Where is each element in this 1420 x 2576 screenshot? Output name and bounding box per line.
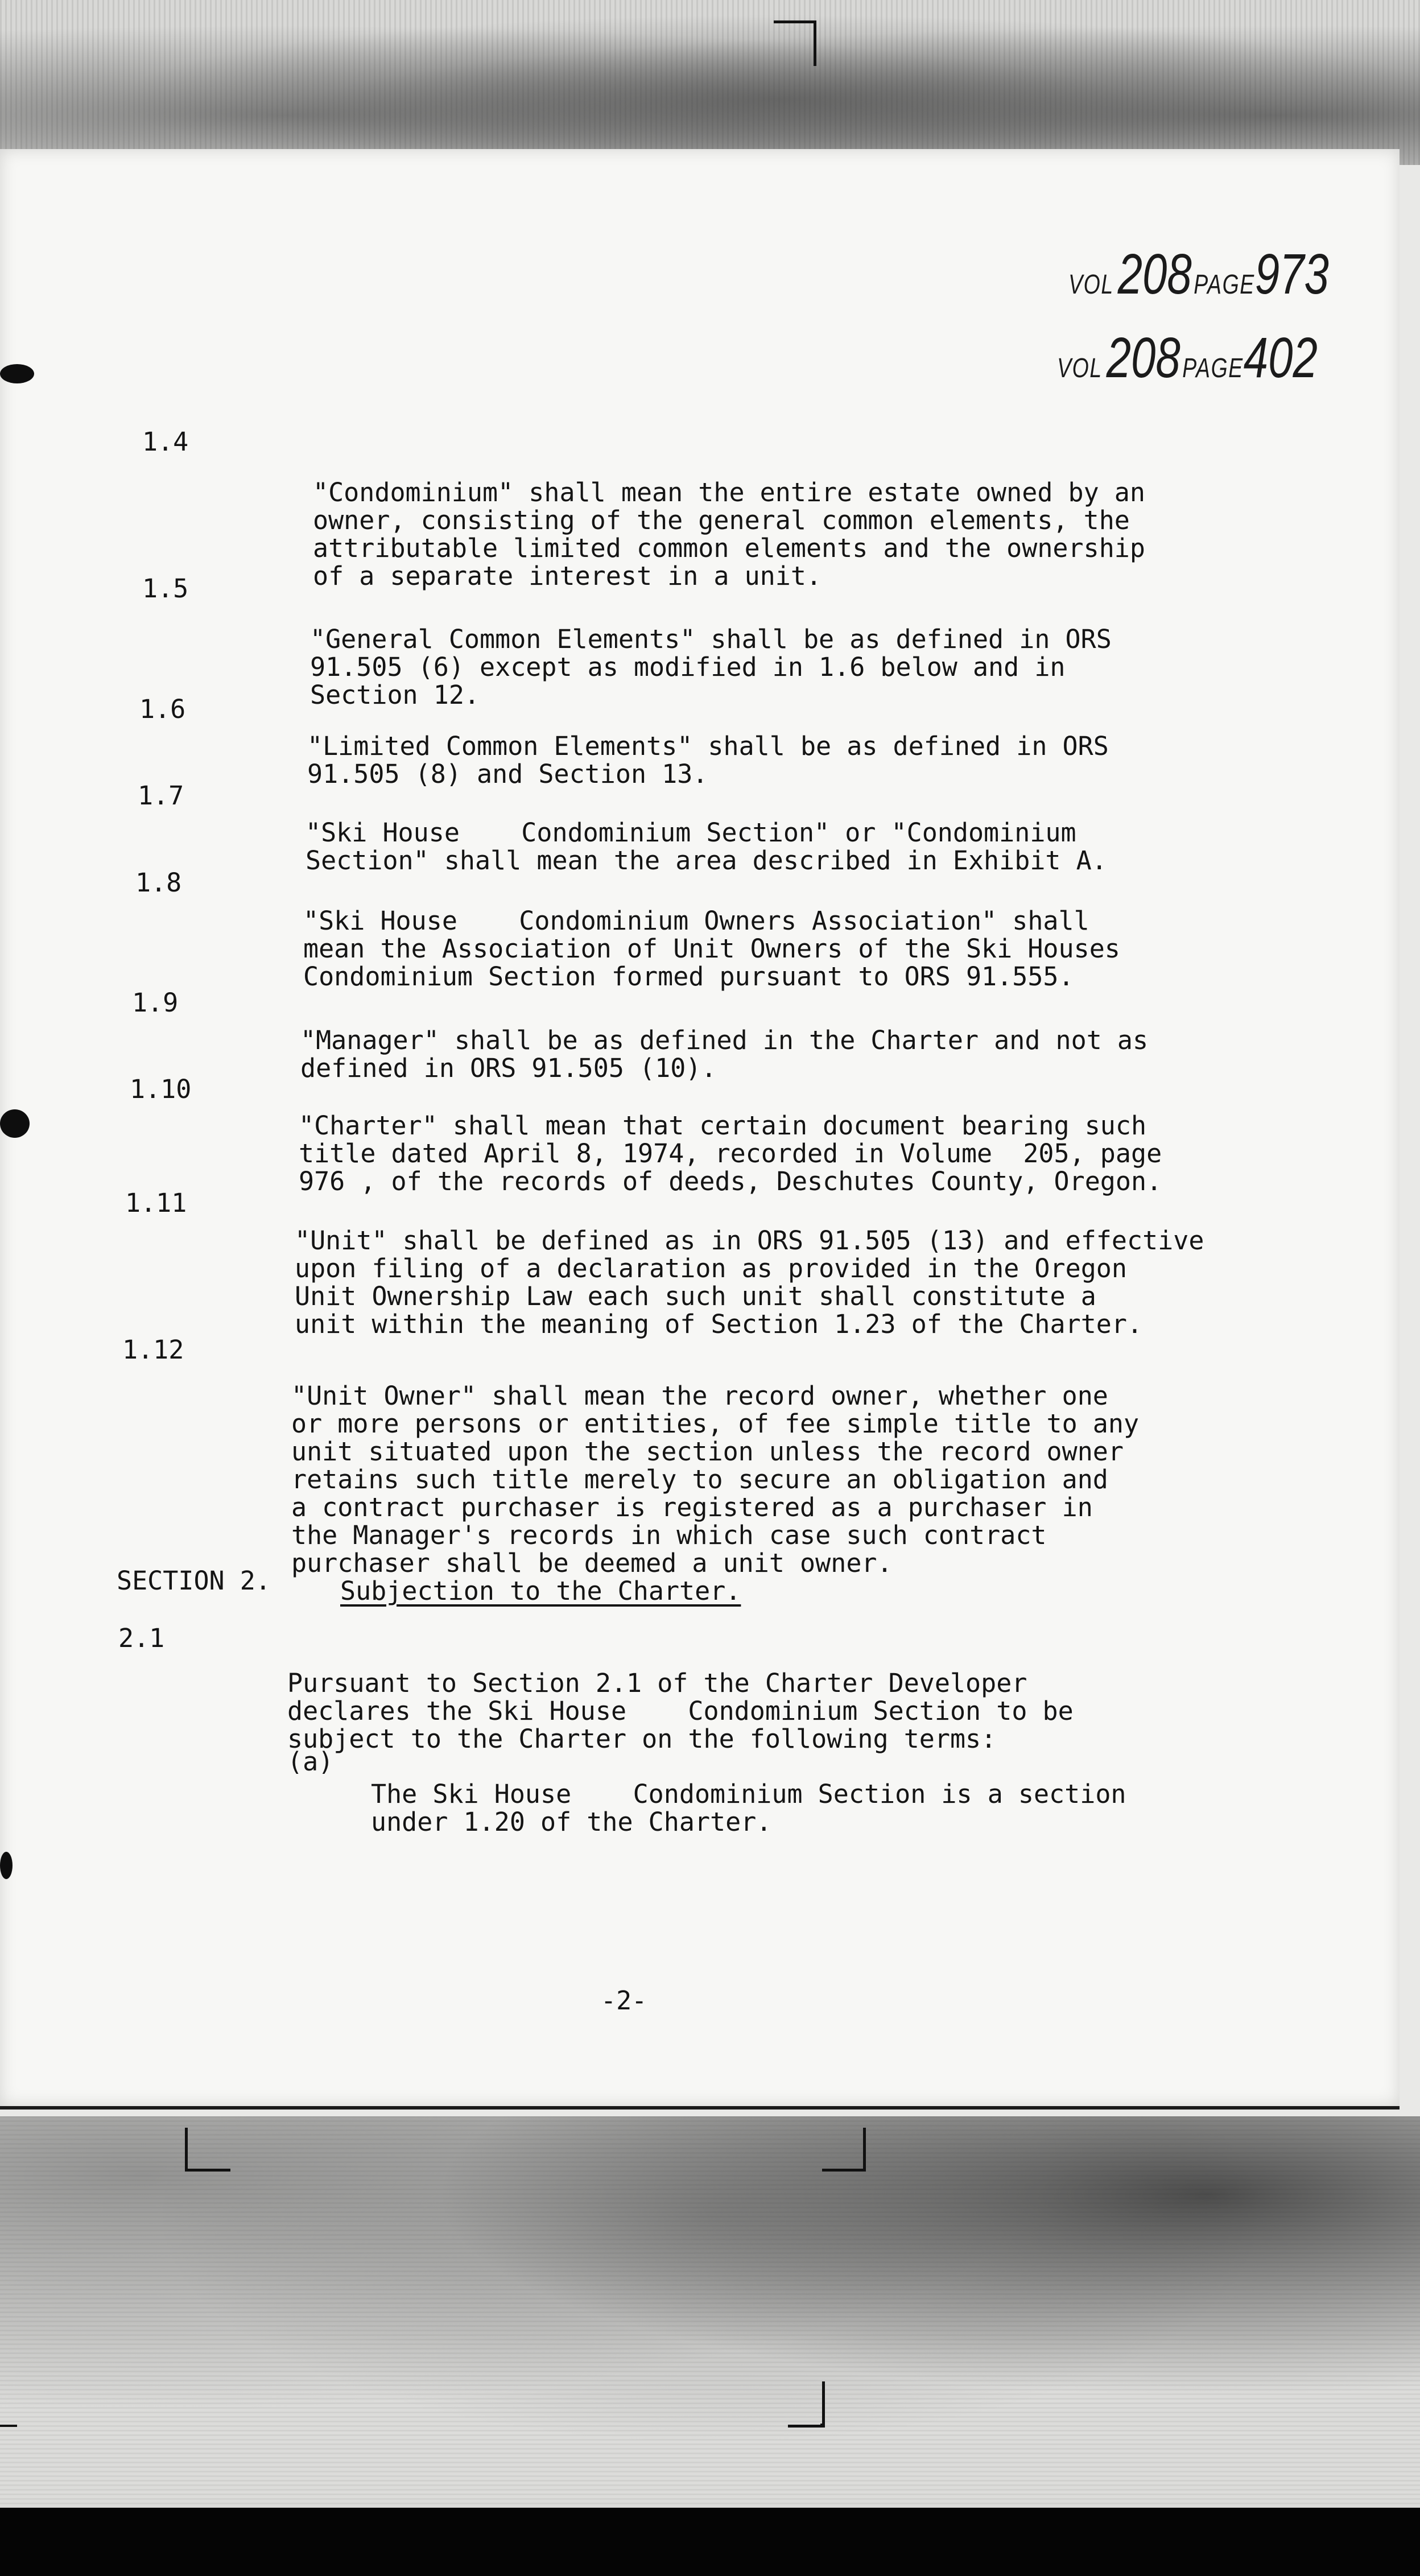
clause-number: 2.1 [118,1623,165,1653]
text-line: "Limited Common Elements" shall be as defined in ORS [307,731,1109,761]
stamp-page-number: 402 [1243,326,1318,390]
text-line: "Ski House Condominium Owners Association" shall [303,906,1089,936]
text-line: declares the Ski House Condominium Section to be [287,1696,1074,1726]
text-line: mean the Association of Unit Owners of the Ski Houses [303,934,1120,964]
definition-text [310,597,1112,709]
crop-mark-footer [822,2381,825,2427]
definition-text [307,704,1109,788]
text-line: Section" shall mean the area described in Exhibit A. [306,845,1107,876]
text-line: upon filing of a declaration as provided in the Oregon [295,1253,1127,1283]
section-label: SECTION 2. [117,1566,271,1596]
punch-hole-mark [0,1109,30,1138]
text-line: or more persons or entities, of fee simple title to any [291,1409,1140,1439]
definition-text [313,451,1145,590]
definition-text [291,1354,1139,1577]
recording-stamp-1 [1068,242,1329,307]
text-line: "General Common Elements" shall be as defined in ORS [310,624,1112,654]
text-line: unit within the meaning of Section 1.23 of the Charter. [295,1309,1143,1339]
text-line: unit situated upon the section unless the record owner [291,1436,1124,1467]
definition-number: 1.6 [139,694,186,724]
text-line: a contract purchaser is registered as a purchaser in [291,1492,1093,1522]
clause-text [287,1641,1074,1753]
text-line: The Ski House Condominium Section is a section [371,1779,1126,1809]
text-line: retains such title merely to secure an obligation and [291,1464,1108,1495]
definition-number: 1.9 [132,988,179,1018]
stamp-vol-number: 208 [1106,326,1180,390]
definition-number: 1.7 [138,781,184,811]
crop-mark-top [814,20,816,66]
item-label: (a) [287,1747,334,1777]
scan-background-bottom [0,2116,1420,2509]
text-line: "Manager" shall be as defined in the Charter and not as [300,1025,1149,1055]
crop-mark-left-edge [0,2425,17,2427]
text-line: defined in ORS 91.505 (10). [300,1053,717,1083]
text-line: "Charter" shall mean that certain document bearing such [299,1111,1147,1141]
punch-hole-mark [0,364,34,383]
text-line: Section 12. [310,680,480,710]
text-line: 91.505 (6) except as modified in 1.6 below and in [310,652,1066,682]
punch-hole-mark [0,1852,13,1879]
text-line: owner, consisting of the general common elements, the [313,505,1130,535]
definition-number: 1.8 [135,868,182,898]
scan-background-top [0,0,1420,165]
item-text [371,1752,1126,1836]
definition-text [303,879,1120,990]
text-line: attributable limited common elements and the ownership [313,533,1145,563]
text-line: "Ski House Condominium Section" or "Condominium [306,818,1076,848]
definition-number: 1.5 [142,573,189,604]
stamp-vol-number: 208 [1117,242,1192,306]
definition-text [306,791,1107,874]
definition-number: 1.12 [122,1335,184,1365]
stamp-vol-label: VOL [1068,270,1114,300]
crop-mark-bottom-left [185,2128,188,2170]
text-line: 976 , of the records of deeds, Deschutes County, Oregon. [299,1166,1162,1196]
text-line: Unit Ownership Law each such unit shall constitute a [295,1281,1096,1311]
crop-mark-footer [788,2425,825,2428]
stamp-page-label: PAGE [1182,353,1244,383]
text-line: subject to the Charter on the following terms: [287,1724,997,1754]
text-line: purchaser shall be deemed a unit owner. [291,1548,893,1578]
definition-text [295,1199,1204,1338]
stamp-vol-label: VOL [1057,353,1103,383]
text-line: Pursuant to Section 2.1 of the Charter Developer [287,1668,1027,1698]
crop-mark-bottom-mid [863,2128,866,2170]
page-number: -2- [601,1985,647,2016]
stamp-page-label: PAGE [1194,270,1255,300]
text-line: Condominium Section formed pursuant to ORS 91.555. [303,961,1074,992]
text-line: "Condominium" shall mean the entire estate owned by an [313,477,1145,507]
text-line: title dated April 8, 1974, recorded in Volume 205, page [299,1138,1162,1169]
text-line: "Unit" shall be defined as in ORS 91.505 (13) and effective [295,1225,1204,1256]
stamp-page-number: 973 [1254,242,1329,306]
text-line: "Unit Owner" shall mean the record owner, whether one [291,1381,1108,1411]
section-title: Subjection to the Charter. [340,1576,741,1606]
text-line: of a separate interest in a unit. [313,561,822,591]
crop-mark-top [774,20,816,23]
definition-text [299,1084,1162,1195]
text-line: the Manager's records in which case such contract [291,1520,1047,1550]
text-line: under 1.20 of the Charter. [371,1807,772,1837]
definition-number: 1.4 [142,427,189,457]
definition-text [300,998,1148,1082]
text-line: 91.505 (8) and Section 13. [307,759,708,789]
definition-number: 1.11 [125,1188,187,1218]
recording-stamp-2 [1057,325,1318,391]
scanner-edge-band [0,2508,1420,2576]
crop-mark-bottom-mid [822,2169,866,2172]
crop-mark-bottom-left [185,2169,230,2172]
definition-number: 1.10 [130,1074,192,1104]
